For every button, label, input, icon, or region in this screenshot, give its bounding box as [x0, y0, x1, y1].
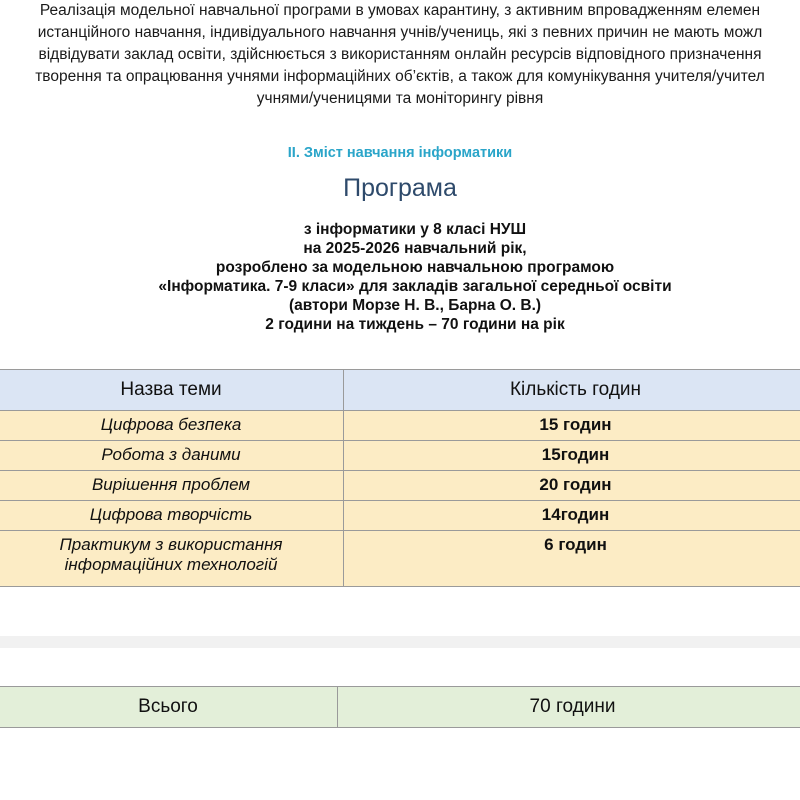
topics-table [0, 369, 800, 587]
intro-paragraph [0, 0, 800, 110]
hours-cell: 20 годин [344, 471, 800, 501]
table-row [0, 501, 800, 531]
subtitle-line: (автори Морзе Н. В., Барна О. В.) [288, 297, 542, 314]
topic-cell: Робота з даними [0, 441, 344, 471]
page-divider [0, 636, 800, 648]
intro-line: відвідувати заклад освіти, здійснюється з використанням онлайн ресурсів відповідного призначення [38, 46, 762, 63]
subtitle-line: 2 години на тиждень – 70 години на рік [265, 316, 565, 333]
program-title: Програма [343, 174, 457, 202]
topic-cell: Цифрова безпека [0, 411, 344, 441]
intro-line: истанційного навчання, індивідуального навчання учнів/учениць, які з певних причин не мають можл [37, 24, 763, 41]
total-hours: 70 години [338, 687, 800, 728]
subtitle-line: розроблено за модельною навчальною програмою [215, 259, 615, 276]
table-header-row [0, 370, 800, 411]
hours-cell: 15 годин [344, 411, 800, 441]
program-subtitle [0, 220, 800, 334]
table-row [0, 441, 800, 471]
table-row [0, 531, 800, 587]
hours-cell: 6 годин [344, 531, 800, 587]
table-row [0, 411, 800, 441]
table-row [0, 471, 800, 501]
intro-line: творення та опрацювання учнями інформаційних об’єктів, а також для комунікування учителя/учител [35, 68, 765, 85]
subtitle-line: «Інформатика. 7-9 класи» для закладів загальної середньої освіти [158, 278, 672, 295]
total-table [0, 686, 800, 728]
topic-cell: Практикум з використання інформаційних технологій [0, 531, 344, 587]
header-hours: Кількість годин [344, 370, 800, 411]
topic-cell: Цифрова творчість [0, 501, 344, 531]
header-topic: Назва теми [0, 370, 344, 411]
subtitle-line: на 2025-2026 навчальний рік, [303, 240, 527, 257]
intro-line: учнями/ученицями та моніторингу рівня [256, 90, 544, 107]
topic-cell: Вирішення проблем [0, 471, 344, 501]
hours-cell: 15годин [344, 441, 800, 471]
intro-line: Реалізація модельної навчальної програми в умовах карантину, з активним впровадженням елемен [39, 2, 761, 19]
subtitle-line: з інформатики у 8 класі НУШ [303, 221, 527, 238]
section-title: ІІ. Зміст навчання інформатики [287, 145, 513, 161]
hours-cell: 14годин [344, 501, 800, 531]
total-label: Всього [0, 687, 338, 728]
total-row [0, 687, 800, 728]
